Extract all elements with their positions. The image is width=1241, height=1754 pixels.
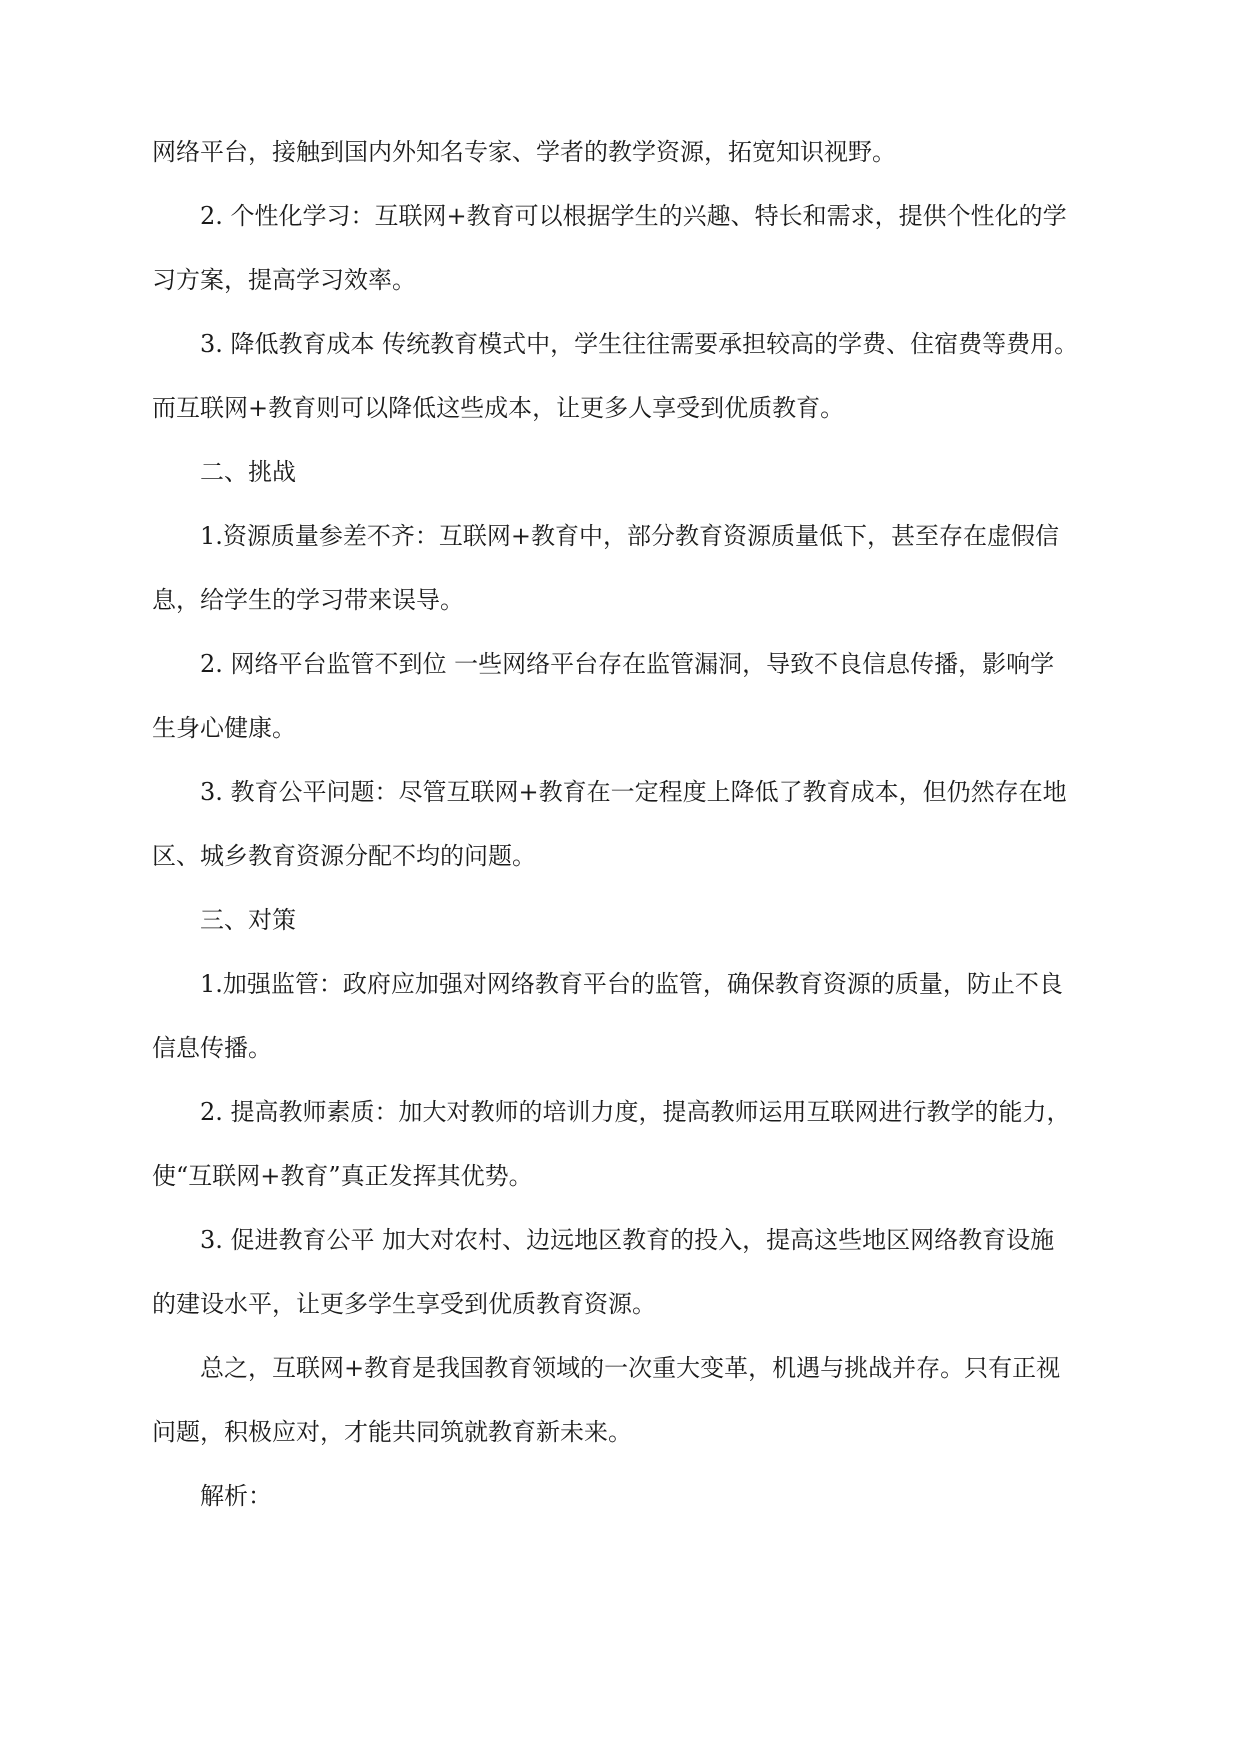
paragraph-strengthen-supervision: 1.加强监管：政府应加强对网络教育平台的监管，确保教育资源的质量，防止不良 bbox=[200, 970, 1063, 998]
text-line: 区、城乡教育资源分配不均的问题。 bbox=[152, 842, 536, 870]
text-line: 信息传播。 bbox=[152, 1034, 272, 1062]
paragraph-resource-quality: 1.资源质量参差不齐：互联网+教育中，部分教育资源质量低下，甚至存在虚假信 bbox=[200, 522, 1060, 550]
paragraph-personalized-learning: 2. 个性化学习：互联网+教育可以根据学生的兴趣、特长和需求，提供个性化的学 bbox=[200, 202, 1067, 230]
text-line: 生身心健康。 bbox=[152, 714, 296, 742]
paragraph-teacher-quality: 2. 提高教师素质：加大对教师的培训力度，提高教师运用互联网进行教学的能力， bbox=[200, 1098, 1071, 1126]
text-line: 而互联网+教育则可以降低这些成本，让更多人享受到优质教育。 bbox=[152, 394, 845, 422]
paragraph-promote-equity: 3. 促进教育公平 加大对农村、边远地区教育的投入，提高这些地区网络教育设施 bbox=[200, 1226, 1055, 1254]
analysis-label: 解析： bbox=[200, 1482, 272, 1510]
section-heading-challenges: 二、挑战 bbox=[200, 458, 296, 486]
text-line: 的建设水平，让更多学生享受到优质教育资源。 bbox=[152, 1290, 656, 1318]
paragraph-platform-supervision: 2. 网络平台监管不到位 一些网络平台存在监管漏洞，导致不良信息传播，影响学 bbox=[200, 650, 1055, 678]
section-heading-countermeasures: 三、对策 bbox=[200, 906, 296, 934]
text-line: 问题，积极应对，才能共同筑就教育新未来。 bbox=[152, 1418, 632, 1446]
paragraph-reduce-costs: 3. 降低教育成本 传统教育模式中，学生往往需要承担较高的学费、住宿费等费用。 bbox=[200, 330, 1079, 358]
text-line: 网络平台，接触到国内外知名专家、学者的教学资源，拓宽知识视野。 bbox=[152, 138, 896, 166]
text-line: 习方案，提高学习效率。 bbox=[152, 266, 416, 294]
paragraph-conclusion: 总之，互联网+教育是我国教育领域的一次重大变革，机遇与挑战并存。只有正视 bbox=[200, 1354, 1061, 1382]
text-line: 息，给学生的学习带来误导。 bbox=[152, 586, 464, 614]
text-line: 使“互联网+教育”真正发挥其优势。 bbox=[152, 1162, 533, 1190]
paragraph-education-equity: 3. 教育公平问题：尽管互联网+教育在一定程度上降低了教育成本，但仍然存在地 bbox=[200, 778, 1067, 806]
